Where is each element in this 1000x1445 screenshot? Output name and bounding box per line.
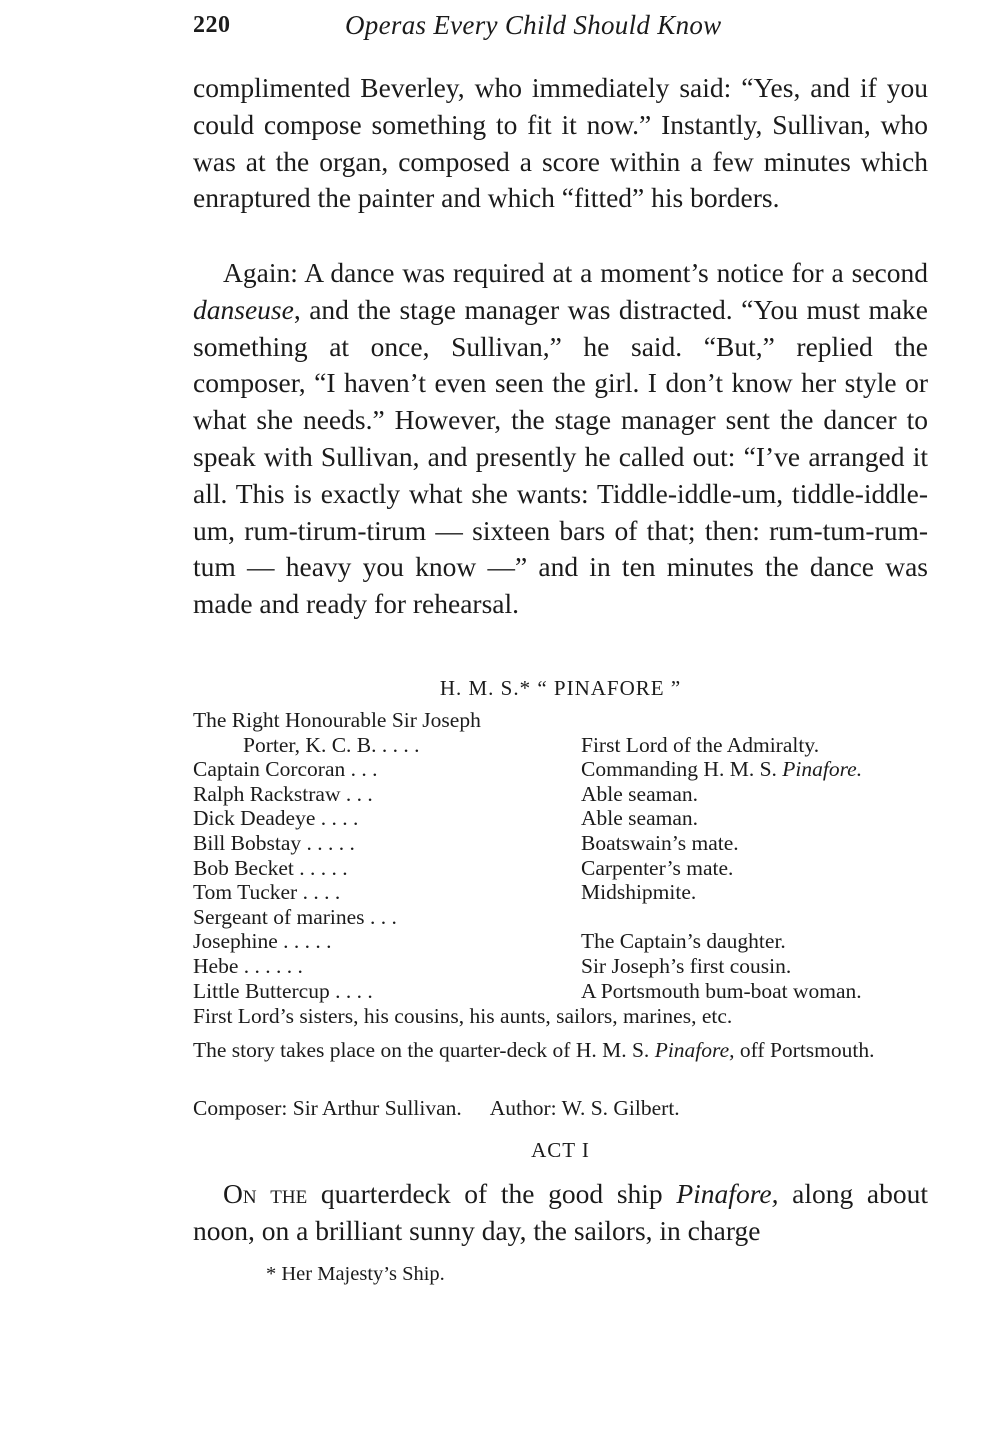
running-title: Operas Every Child Should Know bbox=[345, 10, 722, 40]
text-run: Again: A dance was required at a moment’s notice for a second bbox=[223, 257, 928, 288]
cast-description: Commanding H. M. S. Pinafore. bbox=[581, 757, 863, 782]
cast-description: First Lord of the Admiralty. bbox=[581, 732, 820, 757]
cast-description: Able seaman. bbox=[581, 781, 699, 806]
cast-row bbox=[193, 856, 933, 881]
italic-term: danseuse bbox=[193, 293, 294, 325]
leader-dots: . . . bbox=[340, 978, 373, 1003]
leader-dots: . . . . bbox=[315, 806, 359, 831]
italic-term: Pinafore, bbox=[654, 1038, 735, 1062]
text-run: , and the stage manager was distracted. “You must make something at once, Sullivan,” he said. “But,” replied the composer, “I haven’t even seen the girl. I don’t know her style or what she needs.” However, the stage manager sent the dancer to speak with Sullivan, and presently he called out: “I’ve arranged it all. This is exactly what she wants: Tiddle-iddle-um, tiddle-iddle-um, rum-tirum-tirum — sixteen bars of that; then: rum-tum-rum-tum — heavy you know —” and in ten minutes the dance was made and ready for rehearsal. bbox=[193, 293, 928, 620]
italic-term: Pinafore, bbox=[676, 1178, 779, 1209]
leader-dots: . . . . . . bbox=[238, 953, 303, 978]
cast-row bbox=[193, 708, 933, 733]
cast-row bbox=[193, 733, 933, 758]
cast-description: Sir Joseph’s first cousin. bbox=[581, 953, 792, 978]
paragraph-dance-anecdote bbox=[193, 255, 928, 623]
act-heading: ACT I bbox=[531, 1138, 590, 1162]
leader-dots: . . . . . bbox=[277, 929, 332, 954]
cast-description: The Captain’s daughter. bbox=[581, 929, 786, 954]
leader-dots: . . . . bbox=[311, 830, 355, 855]
cast-chorus-note: First Lord’s sisters, his cousins, his aunts, sailors, marines, etc. bbox=[193, 1004, 733, 1028]
leader-dots: . . . . bbox=[297, 880, 341, 905]
composer-credit: Composer: Sir Arthur Sullivan. bbox=[193, 1096, 462, 1120]
cast-role: Captain Corcoran . . . bbox=[193, 757, 378, 782]
cast-role: Ralph Rackstraw . . . bbox=[193, 781, 373, 806]
cast-row bbox=[193, 905, 933, 930]
paragraph-text: On the quarterdeck of the good ship Pinafore, along about noon, on a brilliant sunny day, the sailors, in charge bbox=[193, 1178, 928, 1246]
paragraph-act-opening bbox=[193, 1176, 928, 1250]
cast-description: Able seaman. bbox=[581, 806, 699, 831]
leader-dots: . . . bbox=[340, 781, 373, 806]
cast-role: Josephine . . . . . bbox=[193, 929, 332, 954]
cast-row bbox=[193, 831, 933, 856]
cast-row bbox=[193, 757, 933, 782]
cast-role: Hebe . . . . . . bbox=[193, 953, 303, 978]
cast-role: Dick Deadeye . . . . bbox=[193, 806, 359, 831]
cast-description: Boatswain’s mate. bbox=[581, 830, 739, 855]
paragraph-continuation bbox=[193, 70, 928, 217]
cast-role: Porter, K. C. B. . . . . bbox=[243, 732, 420, 757]
cast-role: Bob Becket . . . . . bbox=[193, 855, 348, 880]
cast-description: A Portsmouth bum-boat woman. bbox=[581, 978, 862, 1003]
lead-in-smallcaps: On the bbox=[223, 1178, 308, 1209]
cast-row bbox=[193, 929, 933, 954]
page-number: 220 bbox=[193, 12, 231, 38]
footnote: * Her Majesty’s Ship. bbox=[266, 1263, 445, 1285]
leader-dots: . . . . bbox=[304, 855, 348, 880]
cast-row bbox=[193, 782, 933, 807]
italic-term: Pinafore. bbox=[782, 757, 863, 782]
cast-description: Carpenter’s mate. bbox=[581, 855, 734, 880]
paragraph-text bbox=[193, 255, 928, 623]
cast-description: Midshipmite. bbox=[581, 880, 697, 905]
cast-row bbox=[193, 806, 933, 831]
cast-row bbox=[193, 979, 933, 1004]
cast-list bbox=[193, 708, 933, 1003]
cast-role: Bill Bobstay . . . . . bbox=[193, 830, 355, 855]
credits-line bbox=[193, 1096, 680, 1121]
cast-row bbox=[193, 954, 933, 979]
cast-role: The Right Honourable Sir Joseph bbox=[193, 708, 481, 732]
leader-dots: . . . bbox=[345, 757, 378, 782]
leader-dots: . . . bbox=[364, 904, 397, 929]
paragraph-text: complimented Beverley, who immediately said: “Yes, and if you could compose something to fit it now.” Instantly, Sullivan, who was at the organ, composed a score within a few minutes which enraptured the painter and which “fitted” his borders. bbox=[193, 72, 928, 214]
setting-note: The story takes place on the quarter-deck of H. M. S. Pinafore, off Portsmouth. bbox=[193, 1038, 875, 1062]
cast-role: Little Buttercup . . . . bbox=[193, 978, 373, 1003]
page-header bbox=[193, 10, 928, 50]
cast-role: Sergeant of marines . . . bbox=[193, 904, 397, 929]
leader-dots: . . . bbox=[387, 732, 420, 757]
cast-list-title: H. M. S.* “ PINAFORE ” bbox=[439, 676, 682, 700]
cast-row bbox=[193, 880, 933, 905]
author-credit: Author: W. S. Gilbert. bbox=[489, 1096, 680, 1120]
cast-role: Tom Tucker . . . . bbox=[193, 880, 341, 905]
